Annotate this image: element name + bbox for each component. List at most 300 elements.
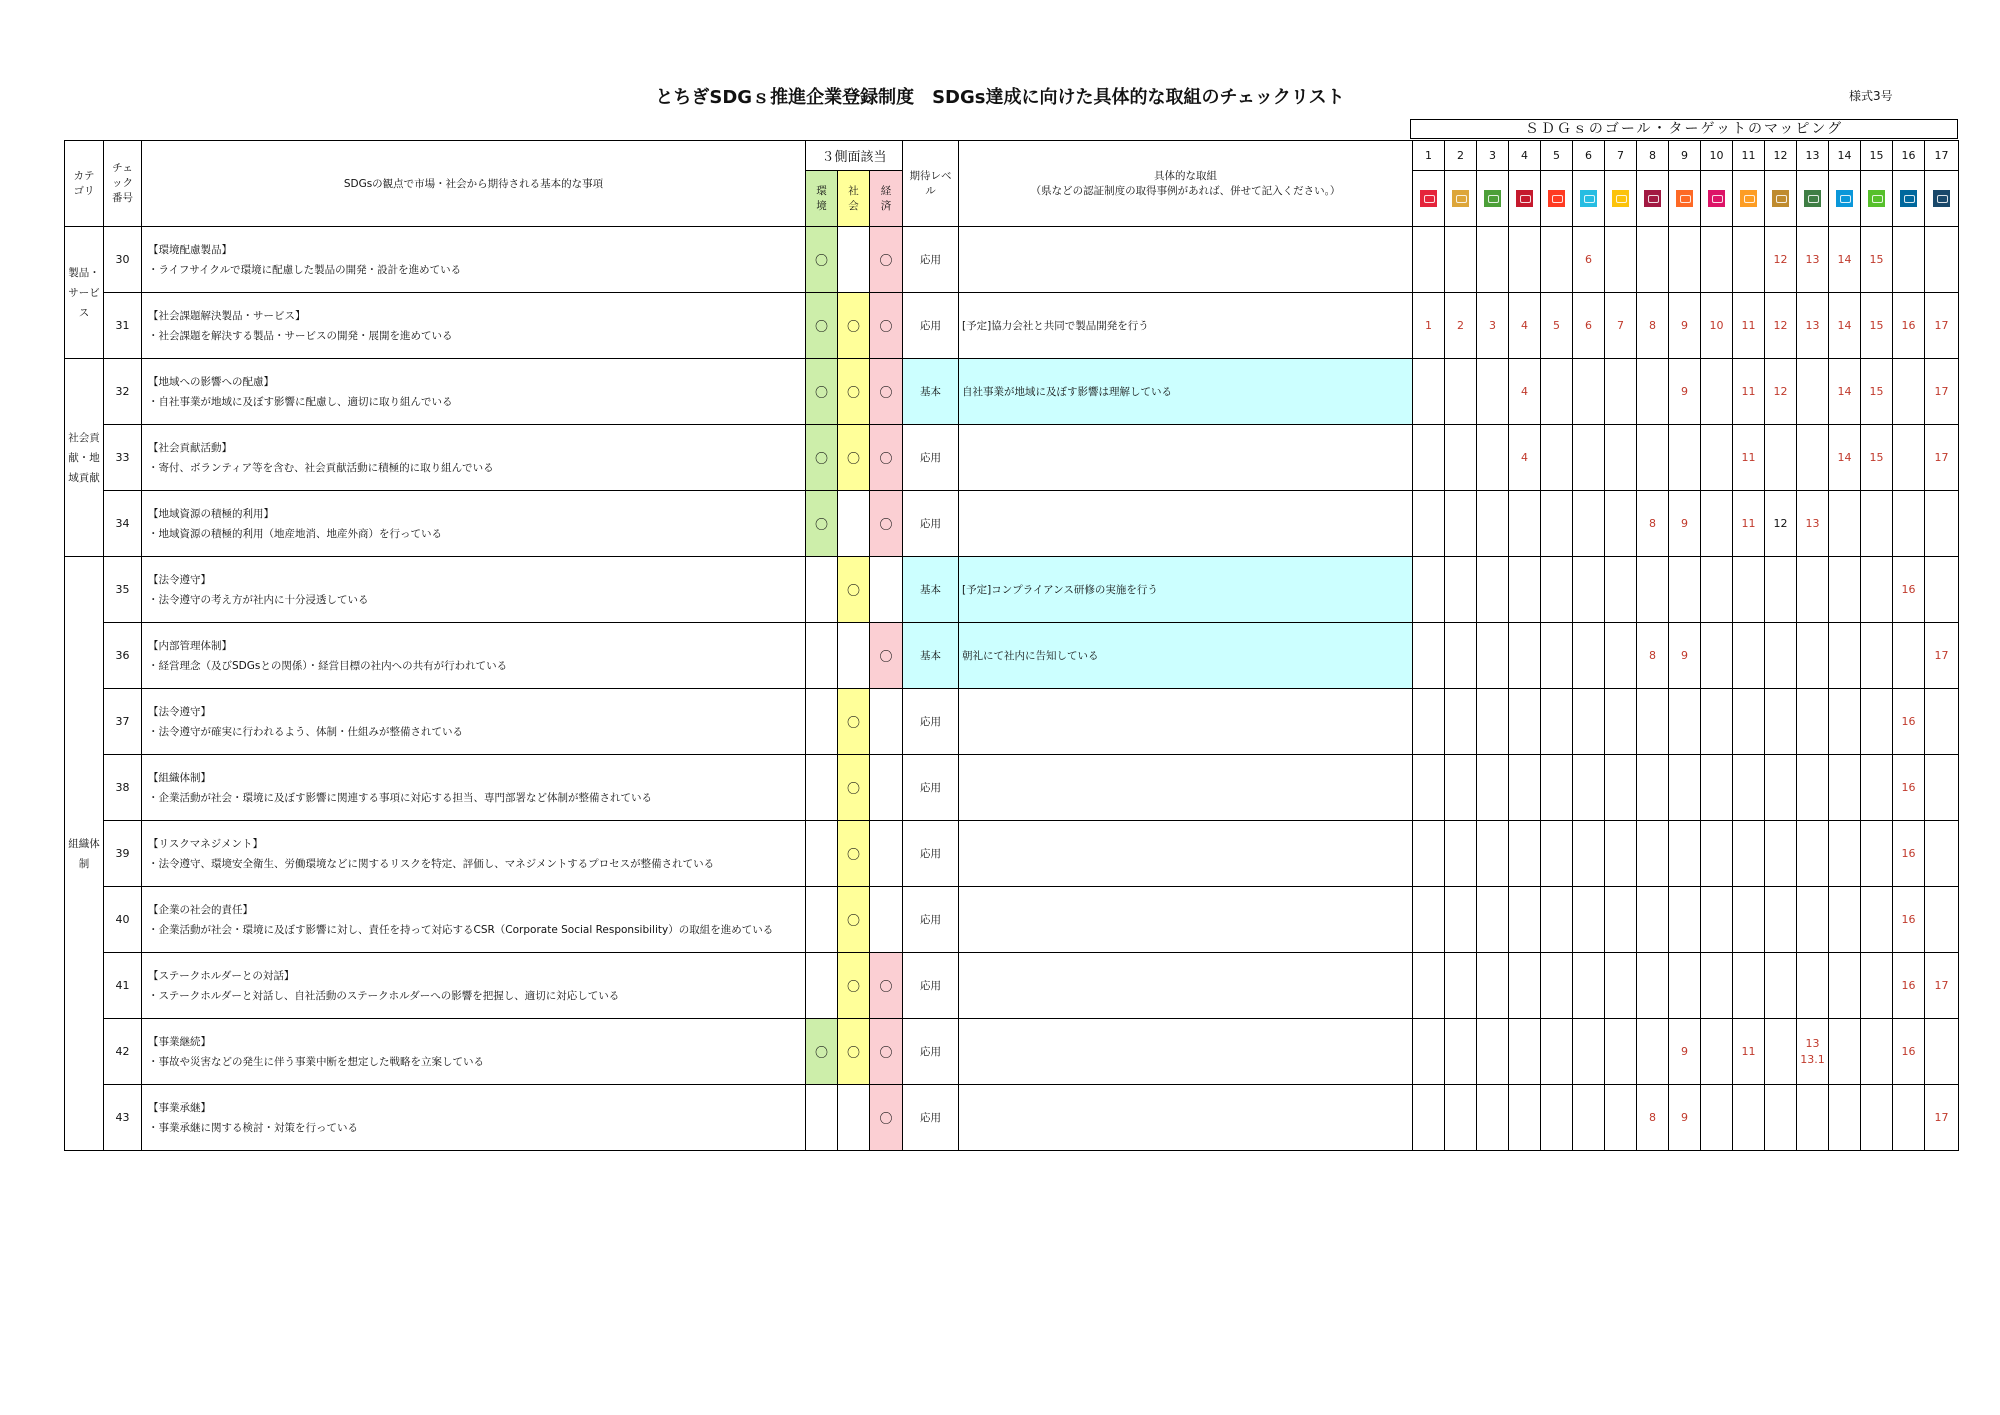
basic-item-cell xyxy=(142,425,806,491)
basic-item-cell xyxy=(142,557,806,623)
sdg-goal-mark xyxy=(1413,887,1445,953)
sdg-goal-mark xyxy=(1605,755,1637,821)
sdg-goal-mark: 12 xyxy=(1765,359,1797,425)
sdg-goal-mark: 17 xyxy=(1925,623,1959,689)
sdg-goal-mark xyxy=(1509,1085,1541,1151)
concrete-action-input[interactable] xyxy=(959,689,1413,755)
check-number: 30 xyxy=(104,227,142,293)
sdg-goal-mark xyxy=(1413,953,1445,1019)
sdg-goal-mark: 16 xyxy=(1893,887,1925,953)
sdg-goal-mark: 14 xyxy=(1829,359,1861,425)
sdg-goal-mark xyxy=(1797,1085,1829,1151)
sdg17-partnership-icon xyxy=(1933,190,1950,207)
sdg-goal-icon-cell xyxy=(1829,171,1861,227)
check-number: 37 xyxy=(104,689,142,755)
sdg-goal-mark xyxy=(1509,689,1541,755)
sdg-goal-mark xyxy=(1797,689,1829,755)
sdg-goal-mark xyxy=(1637,953,1669,1019)
soc-mark: 〇 xyxy=(838,359,870,425)
basic-item-cell xyxy=(142,293,806,359)
basic-item-cell xyxy=(142,887,806,953)
sdg-goal-mark xyxy=(1701,425,1733,491)
sdg-goal-mark xyxy=(1765,887,1797,953)
sdg-goal-mark xyxy=(1477,425,1509,491)
sdg-goal-mark xyxy=(1477,557,1509,623)
sdg-goal-mark: 17 xyxy=(1925,359,1959,425)
sdg-goal-mark: 9 xyxy=(1669,1019,1701,1085)
sdg-goal-mark xyxy=(1477,359,1509,425)
basic-item-cell xyxy=(142,227,806,293)
item-description: ・事故や災害などの発生に伴う事業中断を想定した戦略を立案している xyxy=(148,1055,484,1068)
sdg-goal-mark xyxy=(1765,425,1797,491)
table-row xyxy=(65,425,1959,491)
table-row xyxy=(65,953,1959,1019)
sdg-goal-mark xyxy=(1797,887,1829,953)
sdg-goal-number: 14 xyxy=(1829,141,1861,171)
sdg-goal-mark xyxy=(1477,821,1509,887)
sdg-goal-mark: 4 xyxy=(1509,425,1541,491)
sdg-goal-mark xyxy=(1413,227,1445,293)
sdg-goal-mark xyxy=(1797,623,1829,689)
category-cell: 製品・ サービ ス xyxy=(65,227,104,359)
sdg-goal-mark xyxy=(1573,557,1605,623)
sdg-goal-mark: 9 xyxy=(1669,359,1701,425)
sdg-goal-mark xyxy=(1797,953,1829,1019)
concrete-action-input[interactable]: 朝礼にて社内に告知している xyxy=(959,623,1413,689)
document-title: とちぎSDGｓ推進企業登録制度 SDGs達成に向けた具体的な取組のチェックリスト xyxy=(655,87,1345,108)
sdg-goal-mark xyxy=(1765,755,1797,821)
env-mark: 〇 xyxy=(806,359,838,425)
item-description: ・法令遵守の考え方が社内に十分浸透している xyxy=(148,593,369,606)
sdg-goal-number: 8 xyxy=(1637,141,1669,171)
item-title: 【ステークホルダーとの対話】 xyxy=(148,969,295,982)
table-row xyxy=(65,359,1959,425)
env-mark: 〇 xyxy=(806,425,838,491)
sdg-goal-mark: 9 xyxy=(1669,491,1701,557)
concrete-action-input[interactable] xyxy=(959,821,1413,887)
eco-mark: 〇 xyxy=(870,293,903,359)
item-description: ・ステークホルダーと対話し、自社活動のステークホルダーへの影響を把握し、適切に対応している xyxy=(148,989,620,1002)
env-mark: 〇 xyxy=(806,227,838,293)
env-mark xyxy=(806,953,838,1019)
env-mark: 〇 xyxy=(806,491,838,557)
sdg-goal-number: 15 xyxy=(1861,141,1893,171)
sdg-goal-icon-cell xyxy=(1477,171,1509,227)
basic-item-cell xyxy=(142,953,806,1019)
sdg-goal-mark xyxy=(1605,425,1637,491)
sdg-goal-mark xyxy=(1413,425,1445,491)
sdg-goal-mark xyxy=(1637,887,1669,953)
sdg-goal-mark xyxy=(1413,359,1445,425)
sdg14-below-water-icon xyxy=(1836,190,1853,207)
sdg-goal-mark: 11 xyxy=(1733,293,1765,359)
sdg-goal-mark xyxy=(1925,1019,1959,1085)
sdg-goal-mark: 9 xyxy=(1669,623,1701,689)
sdg-goal-mark xyxy=(1861,821,1893,887)
expected-level: 基本 xyxy=(903,557,959,623)
table-row xyxy=(65,755,1959,821)
sdg-goal-mark: 13 xyxy=(1797,227,1829,293)
sdg-goal-icon-cell xyxy=(1413,171,1445,227)
table-row xyxy=(65,293,1959,359)
sdg-goal-mark: 15 xyxy=(1861,227,1893,293)
sdg-goal-mark xyxy=(1509,1019,1541,1085)
sdg-goal-mark xyxy=(1797,359,1829,425)
eco-mark xyxy=(870,887,903,953)
sdg10-inequality-icon xyxy=(1708,190,1725,207)
sdg-goal-mark xyxy=(1573,953,1605,1019)
sdg-goal-mark xyxy=(1829,689,1861,755)
sdg-goal-mark: 11 xyxy=(1733,491,1765,557)
eco-mark xyxy=(870,821,903,887)
check-number: 39 xyxy=(104,821,142,887)
item-title: 【法令遵守】 xyxy=(148,705,211,718)
sdg-goal-number: 10 xyxy=(1701,141,1733,171)
sdg-goal-mark xyxy=(1445,425,1477,491)
sdg-goal-mark xyxy=(1669,689,1701,755)
sdg-goal-mark: 16 xyxy=(1893,293,1925,359)
sdg-goal-mark: 17 xyxy=(1925,425,1959,491)
sdg-goal-mark: 5 xyxy=(1541,293,1573,359)
env-mark xyxy=(806,821,838,887)
sdg-goal-mark xyxy=(1701,359,1733,425)
sdg-goal-mark xyxy=(1701,227,1733,293)
sdg-goal-mark xyxy=(1477,227,1509,293)
sdg-goal-mark: 9 xyxy=(1669,293,1701,359)
sdg-goal-mark xyxy=(1797,557,1829,623)
sdg-goal-mark: 16 xyxy=(1893,689,1925,755)
eco-mark: 〇 xyxy=(870,491,903,557)
table-row xyxy=(65,887,1959,953)
soc-mark: 〇 xyxy=(838,887,870,953)
category-cell: 組織体 制 xyxy=(65,557,104,1151)
sdg-goal-icon-cell xyxy=(1573,171,1605,227)
basic-item-header: SDGsの観点で市場・社会から期待される基本的な事項 xyxy=(142,141,806,227)
sdg-goal-mark xyxy=(1605,491,1637,557)
sdg-goal-mark xyxy=(1701,1085,1733,1151)
check-number: 41 xyxy=(104,953,142,1019)
category-cell: 社会貢 献・地 域貢献 xyxy=(65,359,104,557)
sdg-goal-mark xyxy=(1541,227,1573,293)
sdg-goal-mark: 16 xyxy=(1893,953,1925,1019)
sdg-goal-icon-cell xyxy=(1797,171,1829,227)
sdg-goal-mark xyxy=(1445,1019,1477,1085)
expected-level: 応用 xyxy=(903,953,959,1019)
item-description: ・法令遵守、環境安全衛生、労働環境などに関するリスクを特定、評価し、マネジメントするプロセスが整備されている xyxy=(148,857,715,870)
sdg-goal-mark xyxy=(1445,227,1477,293)
sdg-goal-number: 2 xyxy=(1445,141,1477,171)
sdg-goal-mark xyxy=(1861,557,1893,623)
sdg-goal-mark xyxy=(1829,821,1861,887)
sdg-goal-mark xyxy=(1861,755,1893,821)
sdg4-education-icon xyxy=(1516,190,1533,207)
sdg-goal-mark xyxy=(1765,953,1797,1019)
sdg-goal-mark xyxy=(1445,689,1477,755)
table-row xyxy=(65,623,1959,689)
sdg-goal-mark xyxy=(1637,557,1669,623)
concrete-action-input[interactable] xyxy=(959,755,1413,821)
sdg-goal-mark: 13 xyxy=(1797,491,1829,557)
env-mark xyxy=(806,557,838,623)
checklist-table xyxy=(64,140,1959,1151)
sdg-goal-mark xyxy=(1637,425,1669,491)
sdg-goal-mark xyxy=(1605,821,1637,887)
sdg3-health-icon xyxy=(1484,190,1501,207)
sdg-goal-mark xyxy=(1445,821,1477,887)
item-description: ・事業承継に関する検討・対策を行っている xyxy=(148,1121,358,1134)
sdg-goal-mark xyxy=(1925,557,1959,623)
concrete-action-input[interactable]: [予定]協力会社と共同で製品開発を行う xyxy=(959,293,1413,359)
sdg-goal-mark xyxy=(1413,1019,1445,1085)
sdg-goal-mark xyxy=(1509,491,1541,557)
sdg-goal-mark xyxy=(1829,887,1861,953)
table-row xyxy=(65,1085,1959,1151)
sdg-goal-icon-cell xyxy=(1765,171,1797,227)
eco-mark xyxy=(870,689,903,755)
sdg-goal-mark xyxy=(1541,821,1573,887)
sdg-goal-mark: 17 xyxy=(1925,293,1959,359)
table-row xyxy=(65,821,1959,887)
check-no-header: チェ ック 番号 xyxy=(104,141,142,227)
env-mark xyxy=(806,1085,838,1151)
sdg-goal-mark xyxy=(1861,1085,1893,1151)
sdg-goal-mark xyxy=(1765,821,1797,887)
sdg-goal-mark xyxy=(1541,491,1573,557)
concrete-action-input[interactable] xyxy=(959,887,1413,953)
sdg-goal-mark xyxy=(1509,821,1541,887)
check-number: 36 xyxy=(104,623,142,689)
sdg-goal-mark xyxy=(1669,953,1701,1019)
sdg-goal-mark xyxy=(1573,1085,1605,1151)
sdg-goal-mark xyxy=(1701,623,1733,689)
three-sides-header: ３側面該当 xyxy=(806,141,903,171)
sdg-goal-number: 6 xyxy=(1573,141,1605,171)
sdg-goal-mark xyxy=(1477,755,1509,821)
eco-mark xyxy=(870,755,903,821)
expected-level: 応用 xyxy=(903,821,959,887)
sdg-goal-mark: 8 xyxy=(1637,293,1669,359)
sdg-goal-mark xyxy=(1701,557,1733,623)
sdg-goal-mark xyxy=(1893,491,1925,557)
category-header: カテ ゴリ xyxy=(65,141,104,227)
sdg-goal-mark xyxy=(1413,755,1445,821)
concrete-action-input[interactable] xyxy=(959,953,1413,1019)
sdg-goal-mark xyxy=(1413,491,1445,557)
sdg-goal-mark: 11 xyxy=(1733,425,1765,491)
soc-mark: 〇 xyxy=(838,293,870,359)
basic-item-cell xyxy=(142,821,806,887)
sdg-goal-mark xyxy=(1573,887,1605,953)
sdg-goal-mark xyxy=(1541,359,1573,425)
sdg-goal-mark xyxy=(1605,689,1637,755)
sdg-goal-mark xyxy=(1733,227,1765,293)
sdg-goal-mark xyxy=(1445,623,1477,689)
sdg-goal-mark xyxy=(1765,557,1797,623)
expected-level: 応用 xyxy=(903,227,959,293)
sdg-goal-icon-cell xyxy=(1445,171,1477,227)
sdg-goal-icon-cell xyxy=(1541,171,1573,227)
sdg-goal-mark: 10 xyxy=(1701,293,1733,359)
sdg-goal-mark xyxy=(1605,623,1637,689)
soc-mark: 〇 xyxy=(838,1019,870,1085)
sdg-goal-mark: 11 xyxy=(1733,359,1765,425)
sdg-goal-mark xyxy=(1445,755,1477,821)
sdg-goal-mark xyxy=(1701,755,1733,821)
item-description: ・ライフサイクルで環境に配慮した製品の開発・設計を進めている xyxy=(148,263,462,276)
env-mark xyxy=(806,755,838,821)
item-title: 【社会課題解決製品・サービス】 xyxy=(148,309,306,322)
sdg-goal-mark xyxy=(1605,953,1637,1019)
sdg-goal-mark xyxy=(1893,425,1925,491)
sdg-goal-mark xyxy=(1509,755,1541,821)
sdg-goal-mark xyxy=(1829,1085,1861,1151)
sdg-goal-mark xyxy=(1669,557,1701,623)
sdg-goal-mark xyxy=(1573,821,1605,887)
env-mark: 〇 xyxy=(806,293,838,359)
sdg-goal-mark xyxy=(1733,887,1765,953)
checklist-body xyxy=(65,227,1959,1151)
sdg-goal-mark xyxy=(1861,1019,1893,1085)
eco-mark: 〇 xyxy=(870,623,903,689)
item-description: ・法令遵守が確実に行われるよう、体制・仕組みが整備されている xyxy=(148,725,463,738)
soc-mark: 〇 xyxy=(838,821,870,887)
sdg-goal-mark xyxy=(1669,425,1701,491)
item-title: 【地域への影響への配慮】 xyxy=(148,375,274,388)
sdg-goal-mark: 8 xyxy=(1637,623,1669,689)
sdg-goal-mark xyxy=(1573,755,1605,821)
sdg-goal-mark xyxy=(1541,1019,1573,1085)
sdg-goal-icon-cell xyxy=(1733,171,1765,227)
sdg-goal-mark xyxy=(1541,557,1573,623)
concrete-action-input[interactable]: [予定]コンプライアンス研修の実施を行う xyxy=(959,557,1413,623)
item-description: ・経営理念（及びSDGsとの関係）・経営目標の社内への共有が行われている xyxy=(148,659,508,672)
sdg-goal-mark xyxy=(1925,755,1959,821)
sdg-goal-mark xyxy=(1477,689,1509,755)
sdg-goal-mark xyxy=(1829,491,1861,557)
check-number: 31 xyxy=(104,293,142,359)
sdg-goal-mark xyxy=(1573,689,1605,755)
sdg-goal-number: 13 xyxy=(1797,141,1829,171)
sdg-goal-mark xyxy=(1893,227,1925,293)
soc-mark: 〇 xyxy=(838,953,870,1019)
sdg-goal-mark xyxy=(1509,953,1541,1019)
sdg-goal-mark xyxy=(1573,623,1605,689)
concrete-action-input[interactable] xyxy=(959,1085,1413,1151)
concrete-action-input[interactable] xyxy=(959,1019,1413,1085)
basic-item-cell xyxy=(142,689,806,755)
concrete-header: 具体的な取組 （県などの認証制度の取得事例があれば、併せて記入ください。） xyxy=(959,141,1413,227)
eco-mark: 〇 xyxy=(870,227,903,293)
eco-mark: 〇 xyxy=(870,953,903,1019)
sdg-goal-mark xyxy=(1637,821,1669,887)
sdg-goal-mark xyxy=(1925,689,1959,755)
sdg-goal-icon-cell xyxy=(1701,171,1733,227)
item-title: 【企業の社会的責任】 xyxy=(148,903,253,916)
concrete-action-input[interactable] xyxy=(959,227,1413,293)
item-title: 【地域資源の積極的利用】 xyxy=(148,507,274,520)
sdg-goal-number: 16 xyxy=(1893,141,1925,171)
sdg-goal-number: 9 xyxy=(1669,141,1701,171)
sdg-goal-icon-cell xyxy=(1509,171,1541,227)
sdg-goal-mark xyxy=(1573,491,1605,557)
concrete-action-input[interactable] xyxy=(959,425,1413,491)
item-title: 【リスクマネジメント】 xyxy=(148,837,263,850)
item-title: 【事業承継】 xyxy=(148,1101,211,1114)
sdg-goal-mark: 14 xyxy=(1829,425,1861,491)
env-mark xyxy=(806,887,838,953)
item-description: ・寄付、ボランティア等を含む、社会貢献活動に積極的に取り組んでいる xyxy=(148,461,494,474)
eco-header: 経 済 xyxy=(870,171,903,227)
soc-mark xyxy=(838,491,870,557)
sdg13-climate-icon xyxy=(1804,190,1821,207)
sdg-goal-mark xyxy=(1861,887,1893,953)
sdg-goal-mark xyxy=(1669,821,1701,887)
eco-mark: 〇 xyxy=(870,425,903,491)
sdg-goal-mark xyxy=(1445,557,1477,623)
sdg-goal-number: 12 xyxy=(1765,141,1797,171)
sdg-goal-mark xyxy=(1701,887,1733,953)
sdg-goal-mark: 12 xyxy=(1765,293,1797,359)
sdg7-energy-icon xyxy=(1612,190,1629,207)
check-number: 43 xyxy=(104,1085,142,1151)
sdg-goal-number: 5 xyxy=(1541,141,1573,171)
sdg-goal-mark: 13 13.1 xyxy=(1797,1019,1829,1085)
sdg-goal-mark: 13 xyxy=(1797,293,1829,359)
sdg-goal-mark xyxy=(1413,1085,1445,1151)
sdg-goal-mark: 17 xyxy=(1925,1085,1959,1151)
sdg-goal-mark xyxy=(1541,887,1573,953)
sdg-goal-mark xyxy=(1445,491,1477,557)
item-title: 【内部管理体制】 xyxy=(148,639,232,652)
sdg-goal-mark xyxy=(1701,821,1733,887)
env-mark: 〇 xyxy=(806,1019,838,1085)
sdg-goal-mark xyxy=(1861,491,1893,557)
sdg-goal-mark xyxy=(1829,1019,1861,1085)
sdg-goal-mark xyxy=(1733,623,1765,689)
expected-level: 基本 xyxy=(903,623,959,689)
sdg8-work-icon xyxy=(1644,190,1661,207)
sdg-goal-mark xyxy=(1445,953,1477,1019)
item-title: 【事業継続】 xyxy=(148,1035,211,1048)
sdg-goal-mark xyxy=(1445,1085,1477,1151)
env-mark xyxy=(806,689,838,755)
sdg-goal-number: 4 xyxy=(1509,141,1541,171)
soc-mark xyxy=(838,623,870,689)
sdg-goal-mark xyxy=(1797,425,1829,491)
sdg-goal-mark xyxy=(1733,953,1765,1019)
basic-item-cell xyxy=(142,359,806,425)
sdg-goal-mark xyxy=(1477,1019,1509,1085)
expected-level: 応用 xyxy=(903,425,959,491)
table-row xyxy=(65,1019,1959,1085)
sdg-goal-mark xyxy=(1733,689,1765,755)
eco-mark: 〇 xyxy=(870,1085,903,1151)
expected-level: 応用 xyxy=(903,491,959,557)
concrete-action-input[interactable]: 自社事業が地域に及ぼす影響は理解している xyxy=(959,359,1413,425)
table-row xyxy=(65,689,1959,755)
sdg-goal-mark xyxy=(1701,491,1733,557)
sdg-goal-mark xyxy=(1765,1019,1797,1085)
basic-item-cell xyxy=(142,755,806,821)
sdg-goal-mark xyxy=(1605,887,1637,953)
check-number: 42 xyxy=(104,1019,142,1085)
eco-mark: 〇 xyxy=(870,1019,903,1085)
soc-mark: 〇 xyxy=(838,755,870,821)
sdg-goal-mark xyxy=(1541,425,1573,491)
sdg-goal-mark: 3 xyxy=(1477,293,1509,359)
sdg-goal-mark: 6 xyxy=(1573,293,1605,359)
concrete-action-input[interactable] xyxy=(959,491,1413,557)
